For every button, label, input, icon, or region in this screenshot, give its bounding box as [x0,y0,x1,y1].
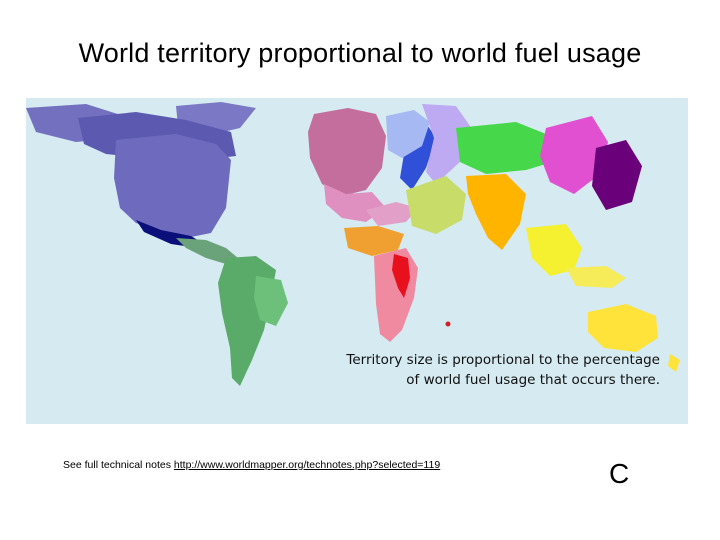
region-south-asia [466,174,526,250]
region-usa [114,134,231,238]
region-australia [588,304,658,352]
corner-letter: C [609,458,630,489]
map-caption [306,350,660,390]
region-western-europe [308,108,386,196]
map-caption-line2: of world fuel usage that occurs there. [406,372,660,388]
map-caption-line1: Territory size is proportional to the percentage [346,352,660,368]
notes-prefix: See full technical notes [63,459,171,471]
technical-notes [63,459,440,471]
region-japan [592,140,642,210]
region-island-dot [446,322,451,327]
region-new-zealand [668,354,680,372]
slide-title: World territory proportional to world fuel usage [78,38,642,68]
technical-notes-link[interactable]: http://www.worldmapper.org/technotes.php?selected=119 [173,459,441,471]
region-indonesia [566,266,626,288]
worldmapper-cartogram [26,98,688,424]
